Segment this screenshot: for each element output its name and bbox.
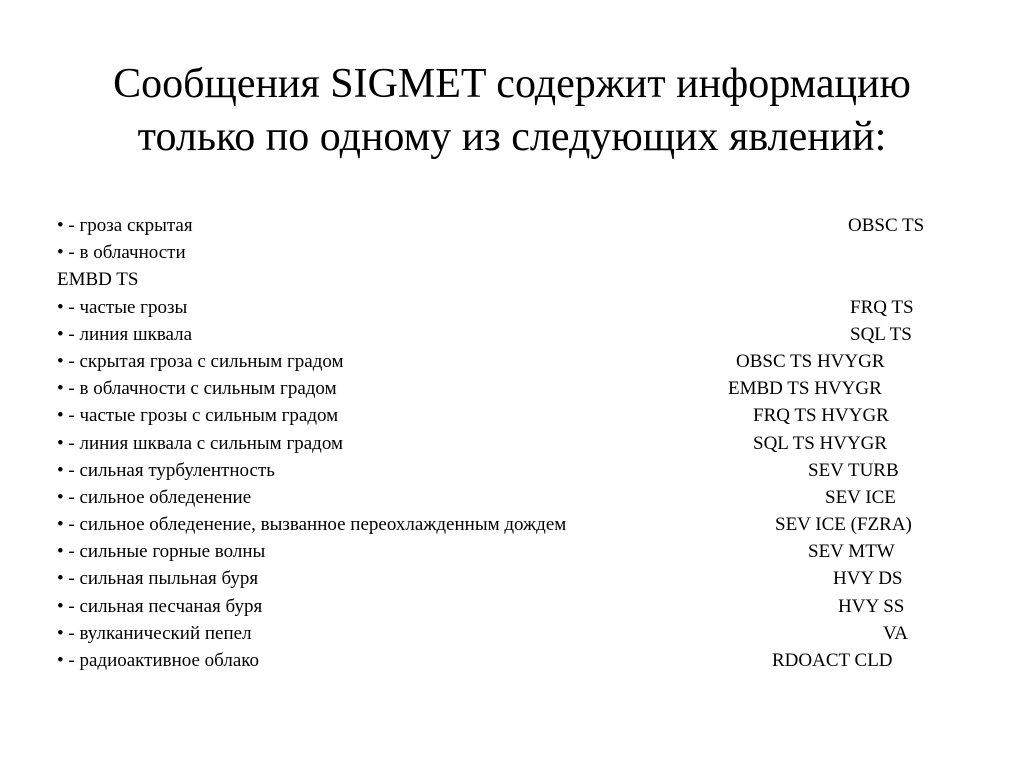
list-item — [57, 593, 977, 620]
phenomenon-code: OBSC TS HVYGR — [736, 350, 885, 372]
phenomenon-code: OBSC TS — [848, 215, 925, 236]
phenomenon-code: VA — [883, 622, 908, 644]
phenomenon-code: SEV TURB — [808, 459, 899, 481]
phenomenon-text: EMBD TS — [57, 269, 139, 291]
list-item — [57, 294, 977, 321]
list-item — [57, 375, 977, 402]
phenomenon-text: • - линия шквала с сильным градом — [57, 432, 343, 454]
phenomenon-code: SQL TS — [850, 323, 912, 345]
list-item — [57, 321, 977, 348]
list-item — [57, 538, 977, 565]
phenomenon-text: • - скрытая гроза с сильным градом — [57, 350, 344, 372]
phenomenon-text: • - в облачности с сильным градом — [57, 378, 337, 400]
phenomenon-code: EMBD TS HVYGR — [728, 378, 882, 400]
list-item — [57, 239, 977, 266]
list-item — [57, 484, 977, 511]
list-item — [57, 565, 977, 592]
phenomenon-text: • - в облачности — [57, 242, 186, 264]
phenomena-list — [57, 212, 977, 674]
phenomenon-code: HVY DS — [833, 568, 903, 590]
phenomenon-text: • - сильная песчаная буря — [57, 595, 263, 617]
phenomenon-text: • - сильные горные волны — [57, 541, 266, 563]
list-item — [57, 620, 977, 647]
phenomenon-text: • - частые грозы с сильным градом — [57, 405, 339, 427]
phenomenon-text: • - сильное обледенение, вызванное переохлажденным дождем — [57, 514, 567, 536]
phenomenon-text: • - вулканический пепел — [57, 622, 252, 644]
list-item — [57, 457, 977, 484]
list-item — [57, 402, 977, 429]
phenomenon-code: FRQ TS — [850, 296, 914, 318]
slide-title-line-2: только по одному из следующих явлений: — [137, 114, 887, 160]
phenomenon-text: • - радиоактивное облако — [57, 650, 260, 671]
phenomenon-code: SEV ICE (FZRA) — [775, 514, 912, 536]
phenomenon-text: • - сильная турбулентность — [57, 459, 275, 481]
list-item — [57, 647, 977, 674]
slide-title — [0, 58, 1024, 164]
phenomenon-code: RDOACT CLD — [772, 650, 893, 671]
list-item — [57, 430, 977, 457]
phenomenon-text: • - частые грозы — [57, 296, 188, 318]
list-item — [57, 348, 977, 375]
list-item — [57, 266, 977, 293]
phenomenon-code: SEV ICE — [825, 486, 896, 508]
phenomenon-text: • - сильная пыльная буря — [57, 568, 259, 590]
list-item — [57, 212, 977, 239]
phenomenon-code: SEV MTW — [808, 541, 895, 563]
phenomenon-code: SQL TS HVYGR — [753, 432, 888, 454]
phenomenon-code: FRQ TS HVYGR — [753, 405, 889, 427]
phenomenon-text: • - гроза скрытая — [57, 215, 193, 236]
slide-title-line-1: Сообщения SIGMET содержит информацию — [113, 61, 911, 107]
list-item — [57, 511, 977, 538]
phenomenon-text: • - сильное обледенение — [57, 486, 252, 508]
phenomenon-code: HVY SS — [838, 595, 905, 617]
phenomenon-text: • - линия шквала — [57, 323, 193, 345]
